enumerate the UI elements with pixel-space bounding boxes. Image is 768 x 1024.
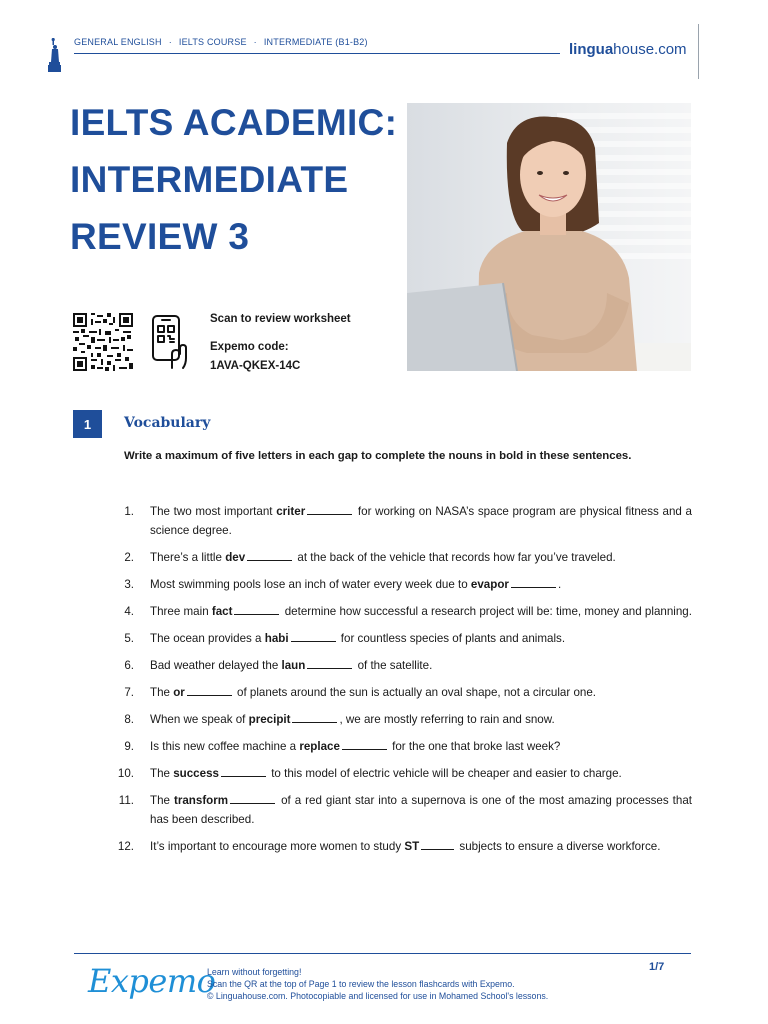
question-item: 12. It’s important to encourage more women to study ST subjects to ensure a diverse workforce. <box>112 837 692 856</box>
scan-label: Scan to review worksheet <box>210 313 351 325</box>
answer-gap[interactable] <box>291 630 336 642</box>
footer-text <box>207 966 548 1002</box>
question-item: 5. The ocean provides a habi for countless species of plants and animals. <box>112 629 692 648</box>
word-stem: or <box>173 686 185 699</box>
question-list <box>112 502 692 864</box>
answer-gap[interactable] <box>221 765 266 777</box>
question-number: 5. <box>124 632 134 645</box>
brand-divider <box>698 24 699 79</box>
question-item: 8. When we speak of precipit , we are mostly referring to rain and snow. <box>112 710 692 729</box>
answer-gap[interactable] <box>511 576 556 588</box>
title-line: IELTS ACADEMIC: <box>70 102 398 143</box>
word-stem: dev <box>225 551 246 564</box>
qr-code-icon[interactable] <box>73 313 133 371</box>
question-number: 7. <box>124 686 134 699</box>
question-item: 1. The two most important criter for working on NASA’s space program are physical fitness and a science degree. <box>112 502 692 540</box>
question-number: 4. <box>124 605 134 618</box>
exercise-instructions: Write a maximum of five letters in each gap to complete the nouns in bold in these sentences. <box>124 450 632 462</box>
footer-divider <box>74 953 691 954</box>
question-item: 7. The or of planets around the sun is actually an oval shape, not a circular one. <box>112 683 692 702</box>
answer-gap[interactable] <box>247 549 292 561</box>
word-stem: ST <box>404 840 420 853</box>
page-title <box>70 94 400 265</box>
title-line: REVIEW 3 <box>70 216 250 257</box>
word-stem: success <box>173 767 219 780</box>
footer-copyright: © Linguahouse.com. Photocopiable and licensed for use in Mohamed School's lessons. <box>207 991 549 1001</box>
answer-gap[interactable] <box>187 684 232 696</box>
question-item: 3. Most swimming pools lose an inch of water every week due to evapor . <box>112 575 692 594</box>
breadcrumb-item[interactable]: GENERAL ENGLISH <box>74 37 162 47</box>
question-item: 6. Bad weather delayed the laun of the satellite. <box>112 656 692 675</box>
question-number: 10. <box>117 767 134 780</box>
answer-gap[interactable] <box>307 657 352 669</box>
breadcrumb: GENERAL ENGLISH · IELTS COURSE · INTERMEDIATE (B1-B2) <box>74 37 368 47</box>
breadcrumb-item[interactable]: IELTS COURSE <box>178 37 247 47</box>
header-divider <box>74 53 560 54</box>
question-number: 6. <box>124 659 134 672</box>
question-item: 4. Three main fact determine how successful a research project will be: time, money and planning. <box>112 602 692 621</box>
phone-scan-icon <box>150 314 192 370</box>
word-stem: evapor <box>470 578 509 591</box>
expemo-logo[interactable]: Expemo <box>88 962 216 1000</box>
question-item: 2. There’s a little dev at the back of the vehicle that records how far you’ve traveled. <box>112 548 692 567</box>
answer-gap[interactable] <box>230 792 275 804</box>
statue-of-liberty-icon <box>46 38 62 72</box>
question-number: 8. <box>124 713 134 726</box>
footer-instruction: Scan the QR at the top of Page 1 to review the lesson flashcards with Expemo. <box>207 979 515 989</box>
word-stem: transform <box>173 794 229 807</box>
expemo-code-label: Expemo code: <box>210 341 289 353</box>
word-stem: replace <box>299 740 340 753</box>
question-number: 11. <box>118 794 134 807</box>
scan-info <box>210 310 351 376</box>
student-photo <box>407 103 691 371</box>
expemo-code: 1AVA-QKEX-14C <box>210 360 301 372</box>
answer-gap[interactable] <box>307 503 352 515</box>
question-number: 9. <box>124 740 134 753</box>
word-stem: fact <box>211 605 233 618</box>
answer-gap[interactable] <box>421 838 454 850</box>
question-item: 11. The transform of a red giant star into a supernova is one of the most amazing processes that has been described. <box>112 791 692 829</box>
word-stem: laun <box>281 659 306 672</box>
section-number: 1 <box>73 410 102 438</box>
question-number: 2. <box>124 551 134 564</box>
answer-gap[interactable] <box>342 738 387 750</box>
answer-gap[interactable] <box>292 711 337 723</box>
question-number: 1. <box>124 505 134 518</box>
question-number: 3. <box>124 578 134 591</box>
page-number: 1/7 <box>649 961 665 973</box>
title-line: INTERMEDIATE <box>70 159 349 200</box>
word-stem: precipit <box>248 713 291 726</box>
question-item: 9. Is this new coffee machine a replace for the one that broke last week? <box>112 737 692 756</box>
breadcrumb-item[interactable]: INTERMEDIATE (B1-B2) <box>263 37 368 47</box>
word-stem: habi <box>264 632 289 645</box>
question-number: 12. <box>117 840 134 853</box>
brand-logo[interactable]: linguahouse.com <box>569 41 687 58</box>
word-stem: criter <box>276 505 306 518</box>
section-title: Vocabulary <box>124 415 211 431</box>
question-item: 10. The success to this model of electric vehicle will be cheaper and easier to charge. <box>112 764 692 783</box>
footer-tagline: Learn without forgetting! <box>207 967 302 977</box>
answer-gap[interactable] <box>234 603 279 615</box>
